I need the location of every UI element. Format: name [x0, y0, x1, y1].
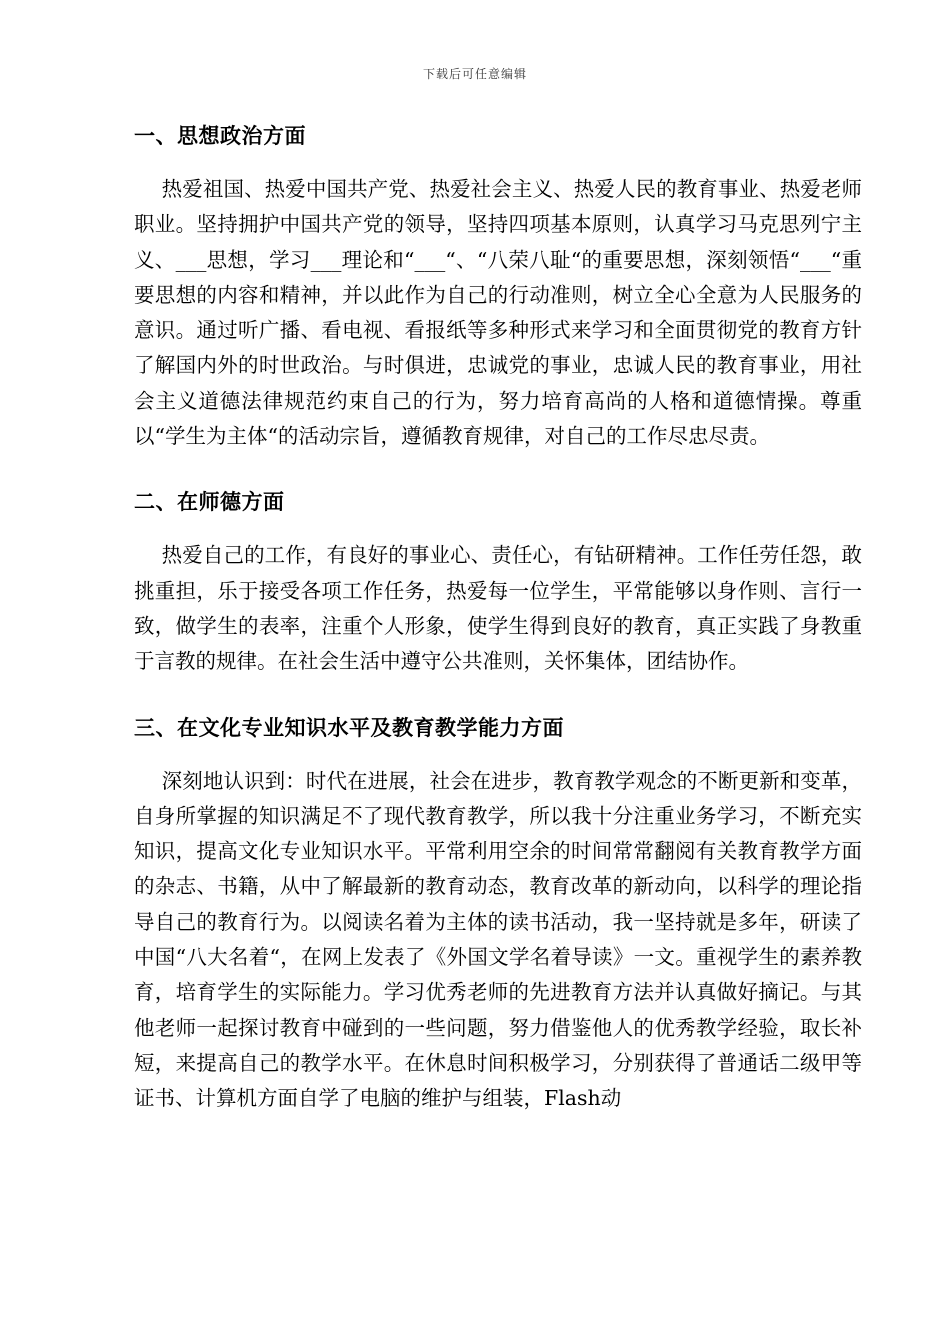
- document-body: [134, 118, 862, 1117]
- section-paragraph: 热爱自己的工作，有良好的事业心、责任心，有钻研精神。工作任劳任怨，敢挑重担，乐于接受各项工作任务，热爱每一位学生，平常能够以身作则、言行一致，做学生的表率，注重个人形象，使学生得到良好的教育，真正实践了身教重于言教的规律。在社会生活中遵守公共准则，关怀集体，团结协作。: [134, 543, 862, 674]
- section-heading: 二、在师德方面: [134, 490, 285, 515]
- page-header: 下载后可任意编辑: [422, 67, 527, 81]
- section-heading: 三、在文化专业知识水平及教育教学能力方面: [134, 715, 564, 740]
- section-teacher-ethics: [134, 484, 862, 679]
- section-political-thought: [134, 118, 862, 454]
- section-paragraph: 深刻地认识到：时代在进展，社会在进步，教育教学观念的不断更新和变革，自身所掌握的知识满足不了现代教育教学，所以我十分注重业务学习，不断充实知识，提高文化专业知识水平。平常利用空余的时间常常翻阅有关教育教学方面的杂志、书籍，从中了解最新的教育动态，教育改革的新动向，以科学的理论指导自己的教育行为。以阅读名着为主体的读书活动，我一坚持就是多年，研读了中国“八大名着“，在网上发表了《外国文学名着导读》一文。重视学生的素养教育，培育学生的实际能力。学习优秀老师的先进教育方法并认真做好摘记。与其他老师一起探讨教育中碰到的一些问题，努力借鉴他人的优秀教学经验，取长补短，来提高自己的教学水平。在休息时间积极学习，分别获得了普通话二级甲等证书、计算机方面自学了电脑的维护与组装，Flash动: [134, 768, 862, 1111]
- section-professional-knowledge: [134, 710, 862, 1117]
- section-paragraph: 热爱祖国、热爱中国共产党、热爱社会主义、热爱人民的教育事业、热爱老师职业。坚持拥护中国共产党的领导，坚持四项基本原则，认真学习马克思列宁主义、___思想，学习___理论和“___“、“八荣八耻“的重要思想，深刻领悟“___“重要思想的内容和精神，并以此作为自己的行动准则，树立全心全意为人民服务的意识。通过听广播、看电视、看报纸等多种形式来学习和全面贯彻党的教育方针了解国内外的时世政治。与时俱进，忠诚党的事业，忠诚人民的教育事业，用社会主义道德法律规范约束自己的行为，努力培育高尚的人格和道德情操。尊重以“学生为主体“的活动宗旨，遵循教育规律，对自己的工作尽忠尽责。: [134, 177, 862, 449]
- section-heading: 一、思想政治方面: [134, 124, 306, 148]
